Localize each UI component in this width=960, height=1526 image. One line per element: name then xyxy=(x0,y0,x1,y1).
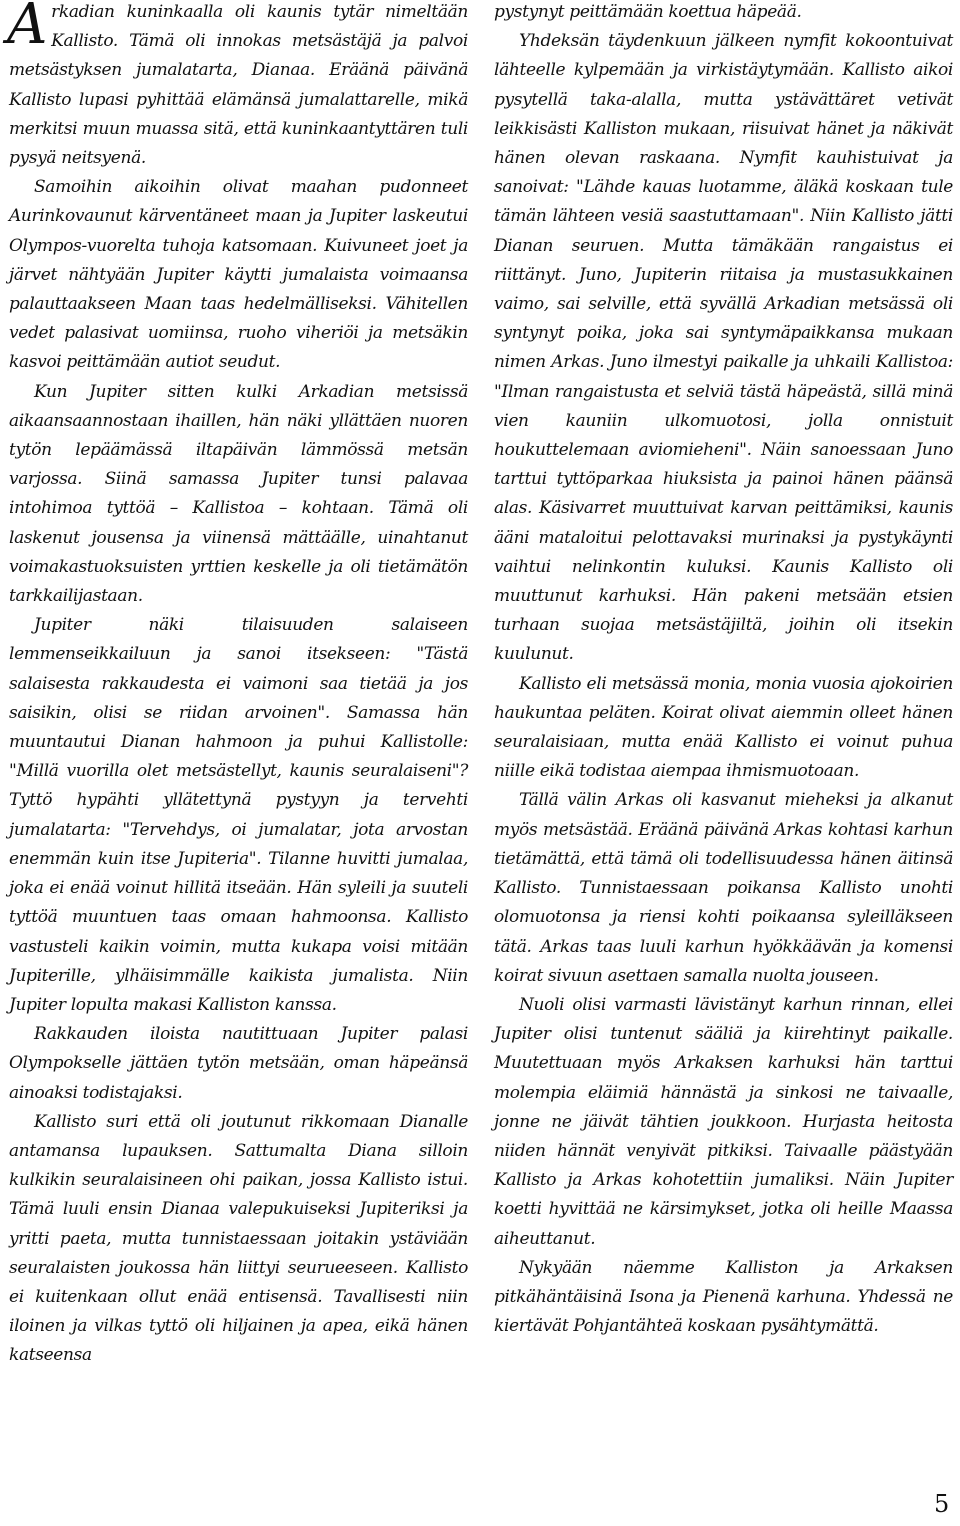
paragraph: Kallisto suri että oli joutunut rikkomaan Dianalle antamansa lupauksen. Sattumalta Diana silloin kulkikin seuralaisineen ohi paikan, jossa Kallisto istui. Tämä luuli ensin Dianaa valepukuiseksi Jupiteriksi ja yritti paeta, mutta tunnistaessaan joitakin ystäviään seuralaisten joukossa hän liittyi seurueeseen. Kallisto ei kuitenkaan ollut enää entisensä. Tavallisesti niin iloinen ja vilkas tyttö oli hiljainen ja apea, eikä hänen katseensa xyxy=(9,1111,468,1366)
paragraph: Jupiter näki tilaisuuden salaiseen lemmenseikkailuun ja sanoi itsekseen: "Tästä salaisesta rakkaudesta ei vaimoni saa tietää ja jos saisikin, olisi se riidan arvoinen". Samassa hän muuntautui Dianan hahmoon ja puhui Kallistolle: "Millä vuorilla olet metsästellyt, kaunis seuralaiseni"? Tyttö hypähti yllätettynä pystyyn ja tervehti jumalatarta: "Tervehdys, oi jumalatar, jota arvostan enemmän kuin itse Jupiteria". Tilanne huvitti jumalaa, joka ei enää voinut hillitä itseään. Hän syleili ja suuteli tyttöä muuntuen taas omaan hahmoonsa. Kallisto vastusteli kaikin voimin, mutta kukapa voisi mitään Jupiterille, ylhäisimmälle kaikista jumalista. Niin Jupiter lopulta makasi Kalliston kanssa. xyxy=(9,615,468,1015)
paragraph xyxy=(9,0,468,173)
right-column xyxy=(494,0,953,1341)
paragraph: Samoihin aikoihin olivat maahan pudonneet Aurinkovaunut kärventäneet maan ja Jupiter laskeutui Olympos-vuorelta tuhoja katsomaan. Kuivuneet joet ja järvet nähtyään Jupiter käytti jumalaista voimaansa palauttaakseen Maan taas hedelmälliseksi. Vähitellen vedet palasivat uomiinsa, ruoho viheriöi ja metsäkin kasvoi peittämään autiot seudut. xyxy=(9,177,468,373)
paragraph: Tällä välin Arkas oli kasvanut mieheksi ja alkanut myös metsästää. Eräänä päivänä Arkas kohtasi karhun tietämättä, että tämä oli todellisuudessa hänen äitinsä Kallisto. Tunnistaessaan poikansa Kallisto unohti olomuotonsa ja riensi kohti poikaansa syleilläkseen tätä. Arkas taas luuli karhun hyökkäävän ja komensi koirat sivuun asettaen samalla nuolta jouseen. xyxy=(494,790,953,986)
page-number: 5 xyxy=(934,1490,949,1518)
paragraph: Kallisto eli metsässä monia, monia vuosia ajokoirien haukuntaa peläten. Koirat olivat aiemmin olleet hänen seuralaisiaan, mutta enää Kallisto ei voinut puhua niille eikä todistaa aiempaa ihmismuotoaan. xyxy=(494,673,953,782)
paragraph-continuation: pystynyt peittämään koettua häpeää. xyxy=(494,2,802,22)
paragraph: Rakkauden iloista nautittuaan Jupiter palasi Olympokselle jättäen tytön metsään, oman häpeänsä ainoaksi todistajaksi. xyxy=(9,1024,468,1103)
paragraph: Yhdeksän täydenkuun jälkeen nymfit kokoontuivat lähteelle kylpemään ja virkistäytymään. Kallisto aikoi pysytellä taka-alalla, mutta ystävättäret vetivät leikkisästi Kalliston mukaan, riisuivat hänet ja näkivät hänen olevan raskaana. Nymfit kauhistuivat ja sanoivat: "Lähde kauas luotamme, äläkä koskaan tule tämän lähteen vesiä saastuttamaan". Niin Kallisto jätti Dianan seuruen. Mutta tämäkään rangaistus ei riittänyt. Juno, Jupiterin riitaisa ja mustasukkainen vaimo, sai selville, että syvällä Arkadian metsässä oli syntynyt poika, joka sai syntymäpaikkansa mukaan nimen Arkas. Juno ilmestyi paikalle ja uhkaili Kallistoa: "Ilman rangaistusta et selviä tästä häpeästä, sillä minä vien kauniin ulkomuotosi, jolla onnistuit houkuttelemaan aviomieheni". Näin sanoessaan Juno tarttui tyttöparkaa hiuksista ja painoi hänen päänsä alas. Käsivarret muuttuivat karvan peittämiksi, kaunis ääni mataloitui pelottavaksi murinaksi ja pystykäynti vaihtui nelinkontin kuluksi. Kaunis Kallisto oli muuttunut karhuksi. Hän pakeni metsään etsien turhaan suojaa metsästäjiltä, joihin oli itsekin kuulunut. xyxy=(494,31,953,665)
paragraph: Kun Jupiter sitten kulki Arkadian metsissä aikaansaannostaan ihaillen, hän näki yllättäen nuoren tytön lepäämässä iltapäivän lämmössä metsän varjossa. Siinä samassa Jupiter tunsi palavaa intohimoa tyttöä – Kallistoa – kohtaan. Tämä oli laskenut jousensa ja viinensä mättäälle, uinahtanut voimakastuoksuisten yrttien keskelle ja oli tietämätön tarkkailijastaan. xyxy=(9,381,468,607)
paragraph-text: rkadian kuninkaalla oli kaunis tytär nimeltään Kallisto. Tämä oli innokas metsästäjä ja palvoi metsästyksen jumalatarta, Dianaa. Eräänä päivänä Kallisto lupasi pyhittää elämänsä jumalattarelle, mikä merkitsi muun muassa sitä, että kuninkaantyttären tuli pysyä neitsyenä. xyxy=(9,2,468,169)
left-column xyxy=(9,0,468,1371)
paragraph: Nykyään näemme Kalliston ja Arkaksen pitkähäntäisinä Isona ja Pienenä karhuna. Yhdessä ne kiertävät Pohjantähteä koskaan pysähtymättä. xyxy=(494,1257,953,1337)
drop-cap: A xyxy=(7,0,48,57)
paragraph: Nuoli olisi varmasti lävistänyt karhun rinnan, ellei Jupiter olisi tuntenut sääliä ja kiirehtinyt paikalle. Muutettuaan myös Arkaksen karhuksi hän tarttui molempia eläimiä hännästä ja sinkosi ne taivaalle, jonne ne jäivät tähtien joukkoon. Hurjasta heitosta niiden hännät venyivät pitkiksi. Taivaalle päästyään Kallisto ja Arkas kohotettiin jumaliksi. Näin Jupiter koetti hyvittää ne kärsimykset, jotka oli heille Maassa aiheuttanut. xyxy=(494,994,953,1249)
